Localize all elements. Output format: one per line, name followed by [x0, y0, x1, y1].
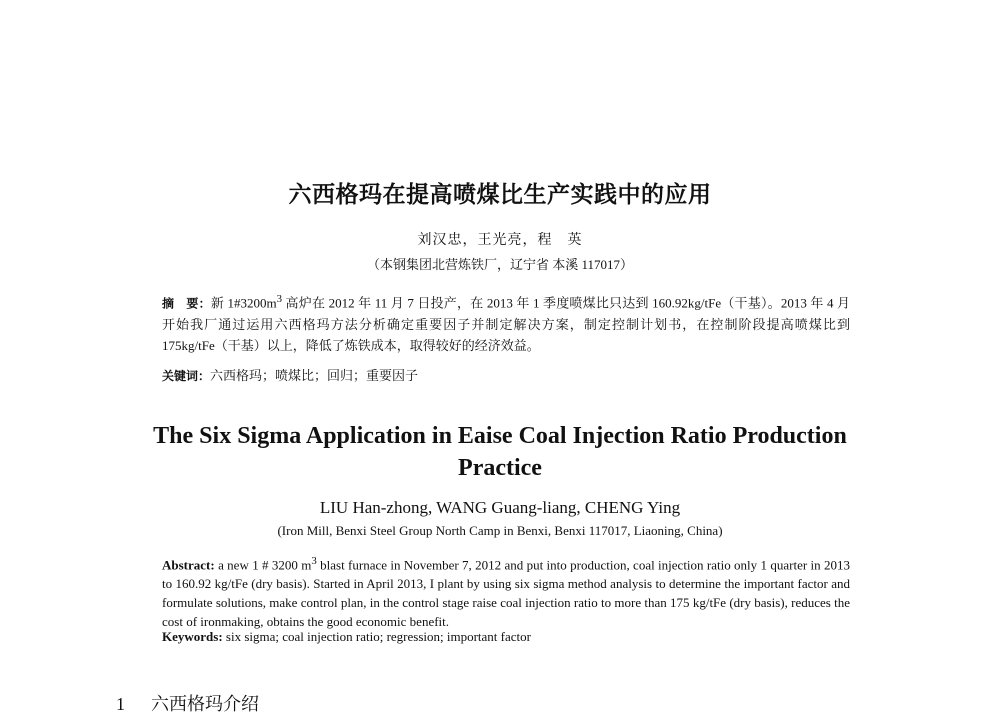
- english-abstract-text-1: a new 1 # 3200 m: [214, 557, 312, 573]
- english-authors: LIU Han-zhong, WANG Guang-liang, CHENG Ying: [319, 498, 681, 517]
- chinese-abstract-text-2: 高炉在 2012 年 11 月 7 日投产，在 2013 年 1 季度喷煤比只达到 160.92kg/tFe（干基）。2013 年 4 月开始我厂通过运用六西格玛方法分析确定重要因子并制定解决方案，制定控制计划书，在控制阶段提高喷煤比到 175kg/tFe（干基）以上，降低了炼铁成本，取得较好的经济效益。: [162, 295, 850, 354]
- english-keywords-label: Keywords:: [162, 629, 223, 644]
- chinese-keywords-text: 六西格玛；喷煤比；回归；重要因子: [210, 368, 419, 383]
- chinese-keywords-label: 关键词：: [162, 369, 211, 383]
- section-heading: [116, 690, 259, 716]
- english-abstract-superscript: 3: [311, 555, 317, 567]
- chinese-abstract: [162, 289, 850, 356]
- section-number: 1: [116, 694, 125, 714]
- chinese-abstract-label: 摘 要：: [162, 296, 211, 311]
- english-keywords: [162, 627, 850, 646]
- chinese-abstract-superscript: 3: [276, 293, 283, 305]
- section-title: 六西格玛介绍: [151, 694, 259, 715]
- english-title: The Six Sigma Application in Eaise Coal Injection Ratio Production Practice: [153, 423, 847, 481]
- chinese-affiliation: （本钢集团北营炼铁厂，辽宁省 本溪 117017）: [366, 257, 634, 272]
- chinese-abstract-text-1: 新 1#3200m: [210, 295, 277, 311]
- chinese-title: 六西格玛在提高喷煤比生产实践中的应用: [288, 182, 712, 208]
- english-abstract-label: Abstract:: [162, 557, 215, 573]
- english-abstract: [162, 552, 850, 631]
- english-abstract-text-2: blast furnace in November 7, 2012 and put into production, coal injection ratio only 1 quarter in 2013 to 160.92 kg/tFe (dry basis). Started in April 2013, I plant by using six sigma method analysis to determine the important factor and formulate solutions, make control plan, in the control stage raise coal injection ratio to more than 175 kg/tFe (dry basis), reduces the cost of ironmaking, obtains the good economic benefit.: [162, 557, 850, 630]
- chinese-keywords: [162, 366, 850, 386]
- english-affiliation: (Iron Mill, Benxi Steel Group North Camp in Benxi, Benxi 117017, Liaoning, China): [277, 523, 723, 538]
- english-keywords-text: six sigma; coal injection ratio; regression; important factor: [222, 629, 531, 644]
- chinese-authors: 刘汉忠，王光亮，程 英: [417, 233, 583, 248]
